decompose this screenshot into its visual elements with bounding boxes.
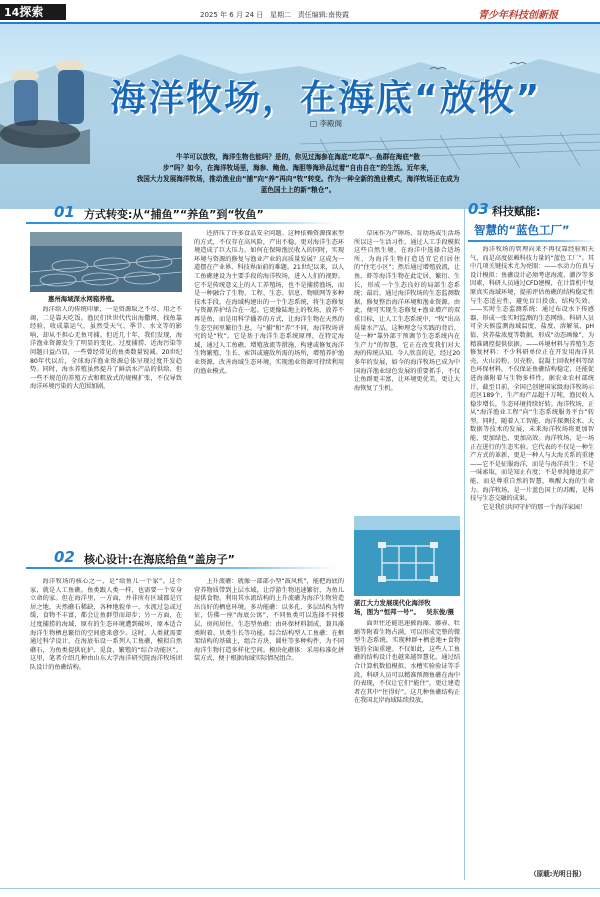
header-date-line: [200, 10, 349, 20]
section3-column: [470, 246, 594, 866]
section1-paragraph: 草床作为产卵场、育幼场或生活场所以这一生活习性，通过人工手段模拟这些自然生境，在海洋中选择合适场所，为海洋生物打造适宜它们居住的“住宅小区”；然后通过增殖放流，让鱼、虾等海洋生物在此定居、繁衍、生长，形成一个生态良好的局部生态系统；最后，通过海洋牧场的生态监测数据，修复整治海洋环境和渔业资源。由此，便可实现生态修复+渔业增产的双重目标，让人工生态系统中，“牧”出高质量水产品。这种理念与实践的背后，是一种“靠外部干预调节生态系统内在生产力”的智慧，它正在改变我们对大海的传统认知。今人欣喜的是，经过20多年的发展，如今的海洋牧场已成为中国海洋渔业绿色发展的重要抓手，不仅让鱼群更丰富，让环境更优美，更让大海恢复了生机。: [354, 230, 460, 392]
page-editor: 责任编辑:南俊霞: [297, 11, 350, 19]
page-number: 14: [4, 6, 20, 19]
photo2-caption-line: [354, 607, 464, 616]
photo2-credit: 吴东俊/摄: [426, 608, 455, 616]
section-underline: [468, 240, 596, 242]
issue-date: 2025 年 6 月 24 日: [200, 11, 264, 19]
section-number: 02: [54, 548, 75, 566]
section2-paragraph: 海洋牧场的核心之一，是“给鱼儿一个家”。这个家，就是人工鱼礁。鱼类跟人类一样，也需要一个安身立命的家。但在海洋里，一方面，并非所有区域都是宜居之地，天然礁石稀缺，各种地貌单一、水流过急或过缓，食物不丰富，都会让鱼群望而却步；另一方面，在过度捕捞的海域，原有的生态环境遭到破坏，原本适合海洋生物栖息繁衍的空间愈来愈少。这时，人类就需要通过科学设计，在海底布设一系列人工鱼礁，模拟自然礁石，为鱼类提供庇护、觅食、繁殖的“综合功能区”。这里，笔者介绍几种由山东大学海洋研究院海洋牧场团队设计的鱼礁结构。: [30, 578, 182, 671]
photo-cage-farming: [30, 232, 182, 292]
photo-cage-image: [30, 232, 182, 292]
section-title: 方式转变:从“捕鱼”“养鱼”到“牧鱼”: [84, 208, 264, 221]
section2-column3: [354, 620, 460, 878]
photo2-caption-text: 场，图为“恒邦一号”。: [354, 608, 420, 616]
issue-weekday: 星期二: [270, 11, 291, 19]
section-02-header: [26, 548, 366, 568]
section-title: 核心设计:在海底给鱼“盖房子”: [84, 553, 235, 566]
photo2-caption: [354, 598, 464, 616]
intro-block: [108, 152, 488, 196]
section-number: 03: [468, 200, 489, 218]
section2-column1: [30, 578, 182, 878]
section1-paragraph: 还挤压了许多食品安全问题。这种依赖资源探索型的方式，不仅存在高风险，产出不稳，更对海洋生态环境造成了巨大压力。如何在保障渔民收入的同时，实现环境与资源的修复与渔业产业的高质量发展？这成为一道摆在产业界、科技界面前的难题。21世纪以来，以人工鱼礁建设为主要手段的海洋牧场，进入人们的视野。它不是传统意义上的人工养殖场，也不是捕捞渔场，而是一种融合了生物、工程、生态、信息、物联网等多种技术手段，在海域构建出的一个生态系统，将生态修复与资源养护结合在一起。它更像陆地上的牧场，放养不再是鱼，而是用科学播养的方式，让海洋生物在天然的生态空间里繁衍生息。与“捕”和“养”不同，海洋牧场讲究的是“牧”。它是基于海洋生态系统原理，在特定海域，通过人工鱼礁、增殖放流等措施，构建或修复海洋生物繁殖、生长、索饵或避敌所需的场所，增殖养护渔业资源，改善海域生态环境，实现渔业资源可持续利用的渔业模式。: [194, 230, 344, 375]
section1-column1: [30, 306, 182, 516]
section-underline: [26, 222, 336, 224]
photo-hengbang-platform: [354, 516, 460, 596]
section2-paragraph: 上升流礁：就像一部部小型“鼓风机”，能把海底的营养物质带到上层水域，让浮游生物迅速繁衍，为鱼儿提供食物，利用其水流结构的上升流礁为海洋生物营造出良好的栖息环境。多功能礁：以多孔、多层结构为特征，仿佛一座“海底公寓”，不同鱼类可以选择不同楼层、房间居住。生态型鱼礁：由环保材料制成，兼具藻类附着、贝类生长等功能。综合结构型人工鱼礁：在框架结构的基础上，组合方块、圆柱等多种构件，为不同海洋生物打造多样化空间。模块化礁体：采用标准化拼装方式，便于根据海域实际情况组合。: [194, 578, 344, 663]
section1-paragraph: 海洋给人的传统印象，一是资源取之不尽、用之不竭，二是靠天吃饭。渔民们世世代代出海撒网，找鱼靠经验，收成靠运气，虽然受天气、季节、水文等的影响，却从不担心无鱼可捕。但近几十年，我们发现，海洋渔业资源发生了明显的变化。过度捕捞、近海污染等问题日益凸显，一些曾经常见的鱼类数量锐减。20世纪80年代以后，全球海洋渔业资源总体呈现过度开发趋势。同时，海水养殖虽然提升了鲜活水产品的供给，但一些不规范的养殖方式和粗放式的规模扩张，不仅导致海洋环境污染的大范围加剧，: [30, 306, 182, 391]
section-01-header: [26, 203, 366, 223]
section-underline: [26, 567, 336, 569]
masthead-text: 青少年科技创新报: [478, 10, 558, 21]
column-divider: [464, 200, 465, 880]
section2-paragraph: 面世往还能迅速被海藻、藤壶、牡蛎等附着生物占满，可以形成完整的微型生态系统，实现种群+栖息地+食物链的全面重建。不仅如此，这些人工鱼礁的结构设计也越来越智慧化。通过结合计算机数值模拟、水槽实验验证等手段，科研人员可以精准预测鱼礁在海中的表现，不仅让它们“能住”，更让建造者在其中“住得好”。这几种鱼礁结构正在我国北岸海域陆续投放。: [354, 620, 460, 705]
section-03-header: [468, 200, 598, 242]
photo1-caption: 惠州海域深水网箱养殖。: [48, 295, 119, 303]
section3-paragraph: 海洋牧场的管理向来不再仅靠经验和天气，而是高度依赖科技力量的“蓝色工厂”。其中几项关键技术尤为亮眼：——水动力仿真与设计模拟：鱼礁设计必须考虑海流、潮汐等多因素，科研人员通过CFD建模，在计算机中复原真实海域环境，提前评估鱼礁的结构稳定性与生态适应性，避免盲目投放、结构失效。——实时生态监测系统：通过布设水下传感器，形成一张实时监测的生态网络。科研人员可全天候监测海域温度、盐度、溶解氧、pH值、营养盐浓度等数据，形成“动态画像”，为精准调控提供依据。——环境材料与养殖生态修复材料：不少科研单位正在开发用海洋贝壳、火山岩粉、贝壳粉、混凝土回收材料等绿色环保材料，不仅保证鱼礁结构稳定，还能促进海藻附着与生物多样性。据农业农村部统计，截至目前，全国已创建国家级海洋牧场示范区189个，生产海产品超千万吨，渔民收入稳步增长，生态环境持续好转。海洋牧场，正从“海洋渔业工程”向“生态系统服务平台”转型。同时，随着人工智能、海洋探测技术、大数据等技术的发展，未来海洋牧场将更加智能、更加绿色、更加高效。海洋牧场，是一场正在进行的生态实验。它代表的不仅是一种生产方式的革新，更是一种人与大海关系的重建——它不是征服海洋，而是与海洋共生；不是一味索取，而是知止有度；不是单纯地追求产能，而是尊重自然的智慧，唤醒大海的生命力。海洋牧场，是一片蓝色国土的苏醒，是科技与生态交融的成果。: [470, 246, 594, 503]
intro-line: 蓝色国土上的新“粮仓”。: [260, 186, 336, 194]
page-title: 海洋牧场，在海底“放牧”: [110, 78, 542, 119]
masthead-logo: [478, 6, 558, 21]
section2-column2: [194, 578, 344, 878]
section-title: 科技赋能:: [492, 205, 541, 218]
page-section: 探索: [19, 5, 44, 19]
section1-column3: [354, 230, 460, 515]
section1-column2: [194, 230, 344, 515]
section-number: 01: [54, 203, 75, 221]
section3-closing: 它是我们共同守护的那一个海洋家园！: [482, 503, 586, 511]
hero-banner: [0, 24, 600, 209]
photo2-caption-line: 湛江大力发展现代化海洋牧: [354, 599, 431, 607]
intro-line: 我国大力发展海洋牧场，推动渔业由“捕”向“养”再向“牧”转变。作为一种全新的渔业模式，海洋牧场正在成为: [136, 175, 460, 183]
footer-rule: [0, 888, 600, 889]
section-subtitle: 智慧的“蓝色工厂”: [474, 223, 570, 237]
intro-line: 步”吗？如今，在海洋牧场里，海参、鲍鱼、海胆等海珍品过着“自由自在”的生活。近年来，: [162, 164, 434, 172]
source-note: （原载:光明日报）: [530, 870, 586, 878]
author-byline: □ 李殿阁: [310, 119, 342, 128]
photo-platform-image: [354, 516, 460, 596]
intro-line: 牛羊可以放牧，海洋生物也能吗？是的，你见过海参在海底“吃草”、鱼群在海底“散: [176, 153, 420, 161]
page-label: [0, 4, 66, 20]
